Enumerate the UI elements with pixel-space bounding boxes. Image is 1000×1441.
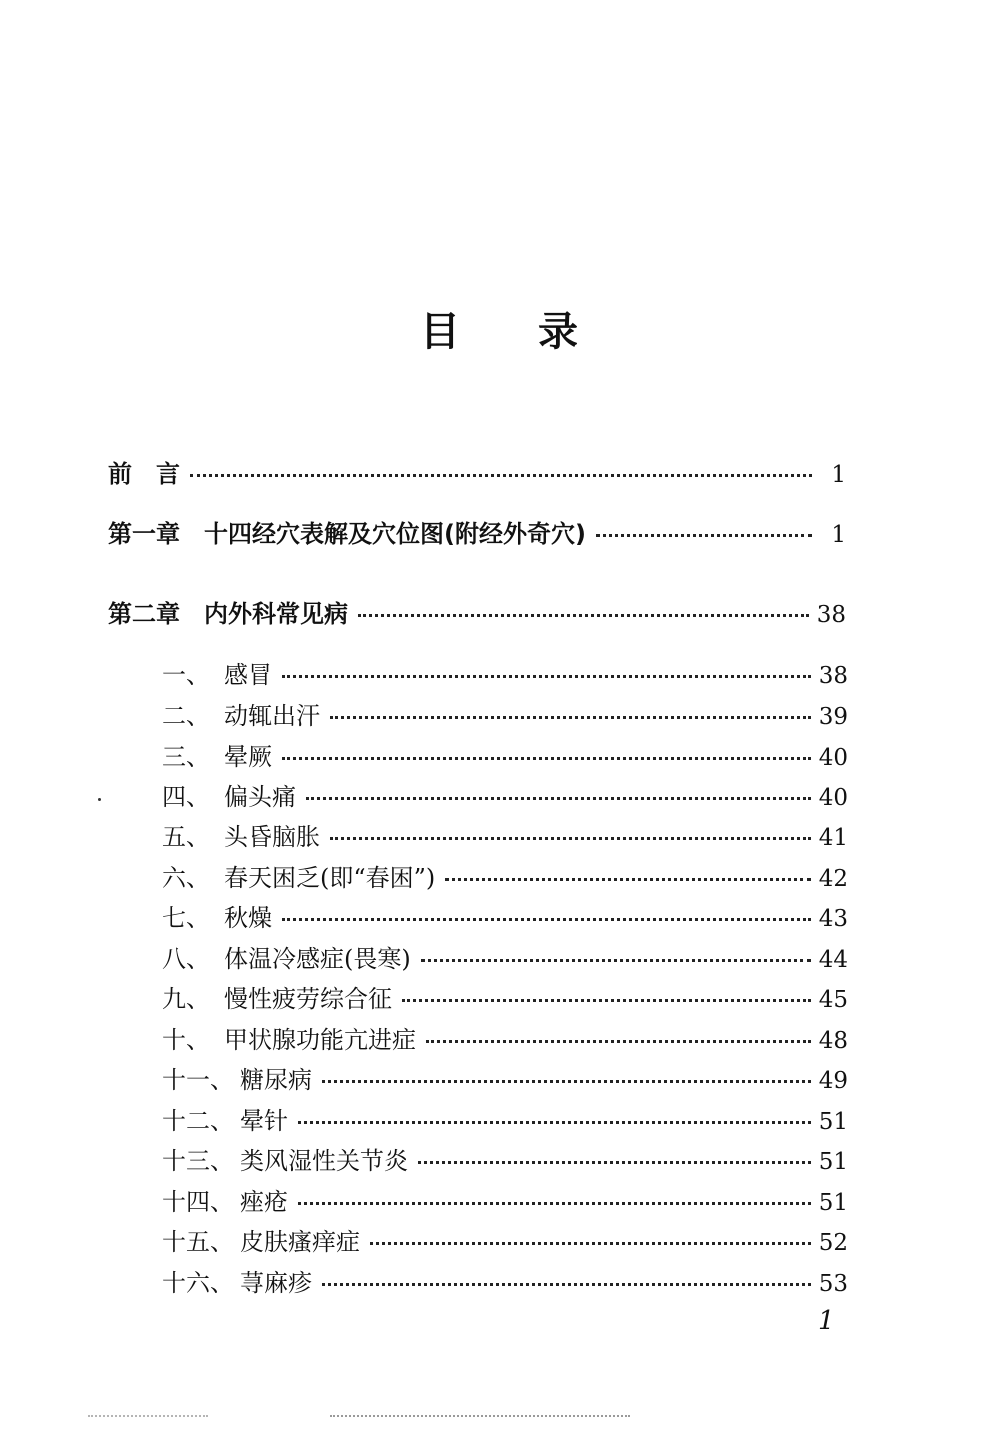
toc-entry-label: 甲状腺功能亢进症 <box>224 1026 416 1054</box>
toc-entry-section[interactable] <box>162 939 848 974</box>
toc-entry-page: 43 <box>818 906 848 932</box>
toc-entry-section[interactable] <box>162 737 848 772</box>
toc-entry-number: 六、 <box>162 864 210 892</box>
toc-entry-number: 四、 <box>162 783 210 811</box>
dot-leader <box>330 715 811 719</box>
toc-entry-number: 七、 <box>162 904 210 932</box>
toc-entry-number: 十、 <box>162 1026 210 1054</box>
toc-entry-chapter-2[interactable] <box>108 594 846 629</box>
toc-entry-section[interactable] <box>162 1263 848 1298</box>
dot-leader <box>322 1282 811 1286</box>
toc-entry-number: 十二、 <box>162 1107 234 1135</box>
toc-entry-section[interactable] <box>162 817 848 852</box>
toc-entry-label: 偏头痛 <box>224 783 296 811</box>
toc-entry-number: 五、 <box>162 823 210 851</box>
toc-entry-page: 44 <box>818 947 848 973</box>
toc-entry-label: 晕针 <box>240 1107 288 1135</box>
toc-entry-label: 第二章 内外科常见病 <box>108 600 348 628</box>
toc-entry-section[interactable] <box>162 1060 848 1095</box>
toc-entry-label: 荨麻疹 <box>240 1269 312 1297</box>
scan-artifact <box>88 1412 208 1417</box>
dot-leader <box>358 613 809 617</box>
dot-leader <box>330 836 811 840</box>
toc-entry-label: 前 言 <box>108 460 180 488</box>
toc-entry-section[interactable] <box>162 858 848 893</box>
toc-entry-section[interactable] <box>162 1101 848 1136</box>
toc-entry-page: 49 <box>818 1068 848 1094</box>
toc-entry-section[interactable] <box>162 1020 848 1055</box>
toc-entry-page: 51 <box>818 1149 848 1175</box>
dot-leader <box>298 1201 811 1205</box>
toc-entry-section[interactable] <box>162 777 848 812</box>
dot-leader <box>282 674 811 678</box>
toc-entry-page: 38 <box>818 663 848 689</box>
toc-entry-label: 痤疮 <box>240 1188 288 1216</box>
toc-entry-page: 53 <box>818 1271 848 1297</box>
toc-entry-number: 十六、 <box>162 1269 234 1297</box>
toc-entry-label: 秋燥 <box>224 904 272 932</box>
dot-leader <box>370 1241 811 1245</box>
toc-entry-label: 皮肤瘙痒症 <box>240 1228 360 1256</box>
toc-entry-label: 体温冷感症(畏寒) <box>224 945 411 973</box>
toc-entry-label: 糖尿病 <box>240 1066 312 1094</box>
toc-entry-label: 春天困乏(即“春困”) <box>224 864 436 892</box>
dot-leader <box>322 1079 811 1083</box>
page-number: 1 <box>818 1306 835 1336</box>
toc-entry-number: 二、 <box>162 702 210 730</box>
toc-entry-page: 40 <box>818 745 848 771</box>
toc-entry-number: 八、 <box>162 945 210 973</box>
toc-entry-page: 51 <box>818 1109 848 1135</box>
toc-entry-number: 十一、 <box>162 1066 234 1094</box>
toc-entry-section[interactable] <box>162 1141 848 1176</box>
dot-leader <box>190 473 812 477</box>
toc-entry-page: 38 <box>816 602 846 628</box>
toc-entry-label: 晕厥 <box>224 743 272 771</box>
toc-entry-label: 慢性疲劳综合征 <box>224 985 392 1013</box>
dot-leader <box>421 958 811 962</box>
dot-leader <box>282 756 811 760</box>
toc-entry-section[interactable] <box>162 655 848 690</box>
toc-entry-page: 41 <box>818 825 848 851</box>
scan-speck <box>98 798 101 801</box>
toc-entry-label: 动辄出汗 <box>224 702 320 730</box>
dot-leader <box>298 1120 811 1124</box>
toc-entry-label: 感冒 <box>224 661 272 689</box>
title-char-1: 目 <box>420 309 462 355</box>
toc-entry-label: 类风湿性关节炎 <box>240 1147 408 1175</box>
toc-entry-page: 1 <box>831 462 846 488</box>
dot-leader <box>426 1039 811 1043</box>
title-char-2: 录 <box>538 309 580 355</box>
toc-entry-section[interactable] <box>162 696 848 731</box>
toc-entry-label: 头昏脑胀 <box>224 823 320 851</box>
toc-entry-page: 48 <box>818 1028 848 1054</box>
toc-entry-number: 一、 <box>162 661 210 689</box>
dot-leader <box>282 917 811 921</box>
toc-entry-page: 39 <box>818 704 848 730</box>
toc-entry-page: 45 <box>818 987 848 1013</box>
toc-entry-page: 42 <box>818 866 848 892</box>
scan-artifact <box>330 1412 630 1417</box>
toc-entry-number: 三、 <box>162 743 210 771</box>
dot-leader <box>596 533 812 537</box>
toc-entry-number: 十四、 <box>162 1188 234 1216</box>
toc-entry-page: 40 <box>818 785 848 811</box>
dot-leader <box>445 877 810 881</box>
toc-entry-label: 第一章 十四经穴表解及穴位图(附经外奇穴) <box>108 520 586 548</box>
toc-entry-chapter-1[interactable] <box>108 514 846 549</box>
dot-leader <box>306 796 811 800</box>
dot-leader <box>418 1160 811 1164</box>
toc-entry-page: 1 <box>831 522 846 548</box>
toc-entry-section[interactable] <box>162 898 848 933</box>
toc-entry-section[interactable] <box>162 1222 848 1257</box>
toc-entry-number: 九、 <box>162 985 210 1013</box>
toc-entry-number: 十三、 <box>162 1147 234 1175</box>
toc-entry-page: 52 <box>818 1230 848 1256</box>
toc-entry-preface[interactable] <box>108 454 846 489</box>
toc-entry-page: 51 <box>818 1190 848 1216</box>
dot-leader <box>402 998 811 1002</box>
toc-entry-section[interactable] <box>162 1182 848 1217</box>
toc-entry-number: 十五、 <box>162 1228 234 1256</box>
toc-entry-section[interactable] <box>162 979 848 1014</box>
page-title <box>0 300 1000 357</box>
